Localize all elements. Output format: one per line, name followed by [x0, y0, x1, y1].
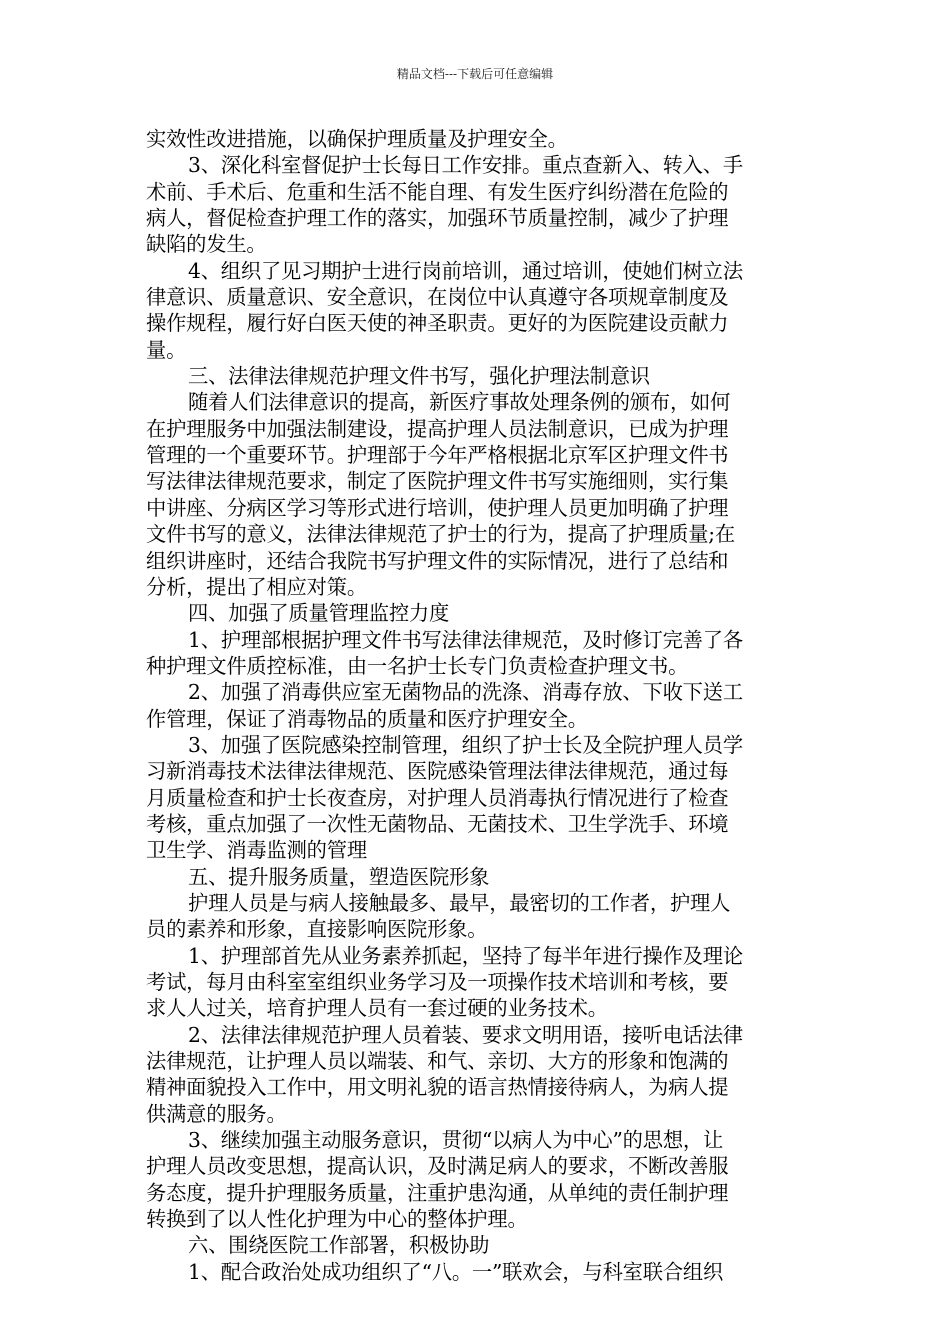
- text-line: 2、法律法律规范护理人员着装、要求文明用语，接听电话法律: [188, 1022, 743, 1047]
- text-line: 1、护理部首先从业务素养抓起，坚持了每半年进行操作及理论: [188, 943, 743, 968]
- text-line: 操作规程，履行好白医天使的神圣职责。更好的为医院建设贡献力: [146, 311, 729, 336]
- text-line: 缺陷的发生。: [146, 232, 267, 257]
- page-header: 精品文档---下载后可任意编辑: [396, 67, 554, 81]
- text-line: 术前、手术后、危重和生活不能自理、有发生医疗纠纷潜在危险的: [146, 179, 729, 204]
- text-line: 种护理文件质控标准，由一名护士长专门负责检查护理文书。: [146, 653, 689, 678]
- text-line: 随着人们法律意识的提高，新医疗事故处理条例的颁布，如何: [188, 390, 731, 415]
- text-line: 3、加强了医院感染控制管理，组织了护士长及全院护理人员学: [188, 732, 743, 757]
- text-line: 律意识、质量意识、安全意识，在岗位中认真遵守各项规章制度及: [146, 285, 729, 310]
- text-line: 员的素养和形象，直接影响医院形象。: [146, 917, 488, 942]
- text-line: 分析，提出了相应对策。: [146, 574, 367, 599]
- text-line: 四、加强了质量管理监控力度: [188, 601, 450, 626]
- text-line: 实效性改进措施，以确保护理质量及护理安全。: [146, 127, 568, 151]
- text-line: 在护理服务中加强法制建设，提高护理人员法制意识，已成为护理: [146, 416, 729, 441]
- text-line: 2、加强了消毒供应室无菌物品的洗涤、消毒存放、下收下送工: [188, 680, 743, 705]
- text-line: 月质量检查和护士长夜查房，对护理人员消毒执行情况进行了检查: [146, 785, 729, 810]
- text-line: 务态度，提升护理服务质量，注重护患沟通，从单纯的责任制护理: [146, 1180, 729, 1205]
- text-line: 中讲座、分病区学习等形式进行培训，使护理人员更加明确了护理: [146, 495, 729, 520]
- text-line: 3、深化科室督促护士长每日工作安排。重点查新入、转入、手: [188, 153, 743, 178]
- text-line: 1、配合政治处成功组织了“八。一”联欢会，与科室联合组织: [188, 1259, 724, 1284]
- text-line: 1、护理部根据护理文件书写法律法律规范，及时修订完善了各: [188, 627, 743, 652]
- text-line: 习新消毒技术法律法律规范、医院感染管理法律法律规范，通过每: [146, 759, 729, 784]
- text-line: 护理人员改变思想，提高认识，及时满足病人的要求，不断改善服: [146, 1154, 729, 1179]
- text-line: 量。: [146, 337, 187, 362]
- text-line: 五、提升服务质量，塑造医院形象: [188, 864, 490, 889]
- text-line: 法律规范，让护理人员以端装、和气、亲切、大方的形象和饱满的: [146, 1049, 729, 1074]
- text-line: 文件书写的意义，法律法律规范了护士的行为，提高了护理质量;在: [146, 522, 735, 547]
- text-line: 考核，重点加强了一次性无菌物品、无菌技术、卫生学洗手、环境: [146, 811, 729, 836]
- text-line: 三、法律法律规范护理文件书写，强化护理法制意识: [188, 364, 650, 389]
- text-line: 3、继续加强主动服务意识，贯彻“以病人为中心”的思想，让: [188, 1128, 724, 1153]
- text-line: 六、围绕医院工作部署，积极协助: [188, 1233, 490, 1258]
- text-line: 考试，每月由科室室组织业务学习及一项操作技术培训和考核，要: [146, 970, 729, 994]
- text-line: 管理的一个重要环节。护理部于今年严格根据北京军区护理文件书: [146, 443, 729, 468]
- text-line: 4、组织了见习期护士进行岗前培训，通过培训，使她们树立法: [188, 258, 743, 283]
- text-line: 转换到了以人性化护理为中心的整体护理。: [146, 1207, 528, 1232]
- text-line: 病人，督促检查护理工作的落实，加强环节质量控制，减少了护理: [146, 206, 729, 231]
- text-line: 供满意的服务。: [146, 1101, 287, 1126]
- text-line: 护理人员是与病人接触最多、最早，最密切的工作者，护理人: [188, 890, 731, 915]
- text-line: 求人人过关，培育护理人员有一套过硬的业务技术。: [146, 996, 608, 1021]
- text-line: 精神面貌投入工作中，用文明礼貌的语言热情接待病人，为病人提: [146, 1075, 729, 1100]
- text-line: 组织讲座时，还结合我院书写护理文件的实际情况，进行了总结和: [146, 548, 729, 573]
- text-line: 卫生学、消毒监测的管理: [146, 838, 367, 863]
- text-line: 写法律法律规范要求，制定了医院护理文件书写实施细则，实行集: [146, 469, 729, 494]
- document-body: [146, 126, 808, 1285]
- text-line: 作管理，保证了消毒物品的质量和医疗护理安全。: [146, 706, 588, 731]
